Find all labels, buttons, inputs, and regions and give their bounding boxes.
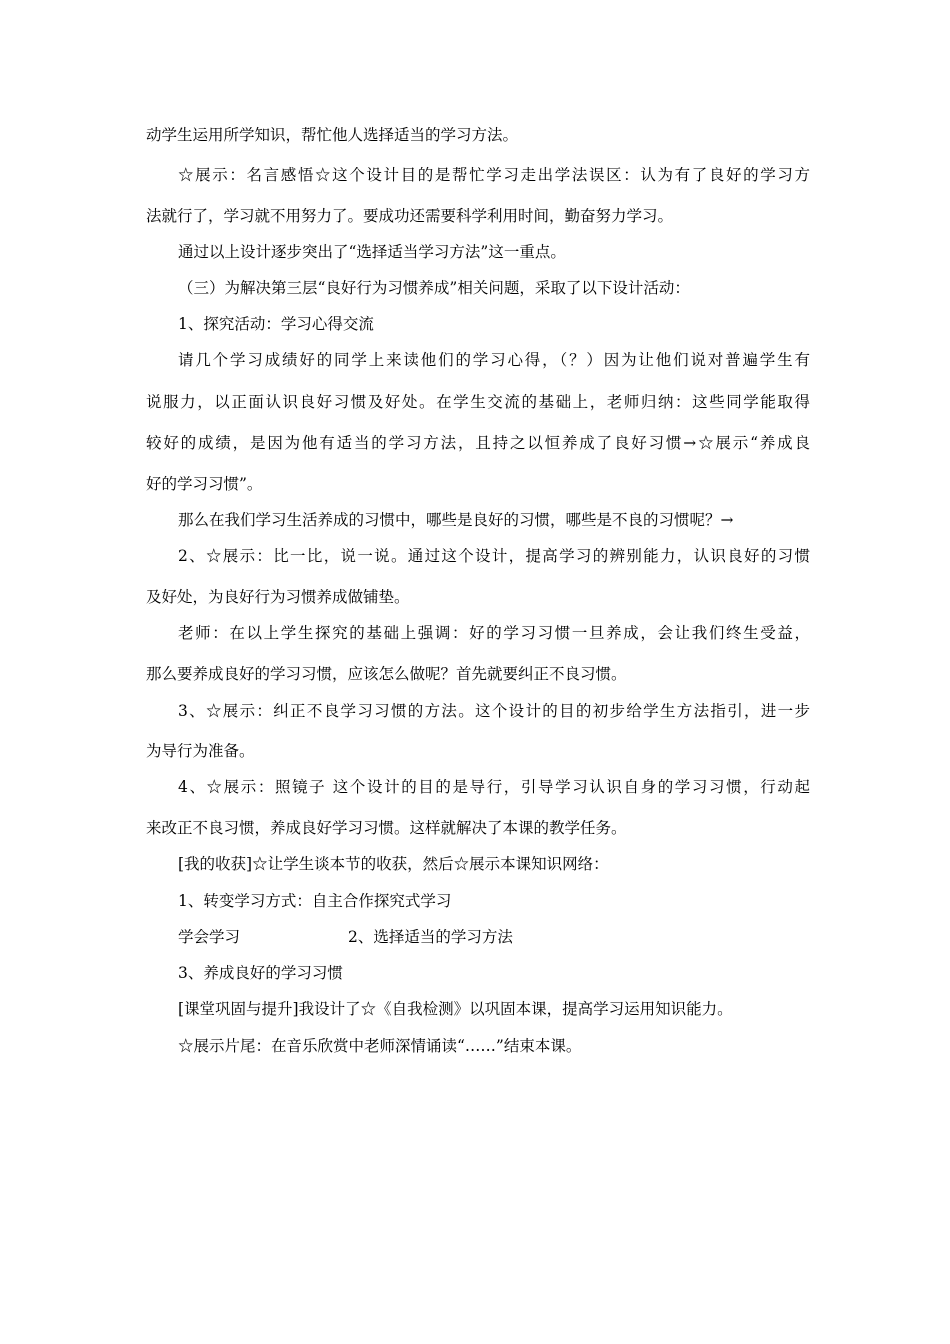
- knowledge-network-item: 2、选择适当的学习方法: [348, 928, 513, 946]
- paragraph-line: 那么在我们学习生活养成的习惯中，哪些是良好的习惯，哪些是不良的习惯呢？→: [178, 511, 734, 529]
- paragraph-line: [课堂巩固与提升]我设计了☆《自我检测》以巩固本课，提高学习运用知识能力。: [178, 1000, 733, 1018]
- paragraph-line: 较好的成绩，是因为他有适当的学习方法，且持之以恒养成了良好习惯→☆展示“养成良: [146, 434, 810, 452]
- paragraph-line: 4、☆展示：照镜子 这个设计的目的是导行，引导学习认识自身的学习习惯，行动起: [178, 778, 810, 796]
- paragraph-line: （三）为解决第三层“良好行为习惯养成”相关问题，采取了以下设计活动：: [178, 279, 690, 297]
- paragraph-line: 法就行了，学习就不用努力了。要成功还需要科学利用时间，勤奋努力学习。: [146, 207, 674, 225]
- knowledge-network-item: 3、养成良好的学习习惯: [178, 964, 343, 982]
- knowledge-network-root-label: 学会学习: [178, 928, 241, 946]
- paragraph-line: 那么要养成良好的学习习惯，应该怎么做呢？首先就要纠正不良习惯。: [146, 665, 627, 683]
- paragraph-line: 请几个学习成绩好的同学上来读他们的学习心得，（？）因为让他们说对普遍学生有: [178, 351, 810, 369]
- paragraph-line: 2、☆展示：比一比，说一说。通过这个设计，提高学习的辨别能力，认识良好的习惯: [178, 547, 810, 565]
- paragraph-line: 3、☆展示：纠正不良学习习惯的方法。这个设计的目的初步给学生方法指引，进一步: [178, 702, 810, 720]
- paragraph-line: 及好处，为良好行为习惯养成做铺垫。: [146, 588, 410, 606]
- knowledge-network-item: 1、转变学习方式：自主合作探究式学习: [178, 892, 452, 910]
- paragraph-line: ☆展示片尾：在音乐欣赏中老师深情诵读“……”结束本课。: [178, 1037, 582, 1055]
- paragraph-line: 好的学习习惯”。: [146, 475, 263, 493]
- paragraph-line: 为导行为准备。: [146, 742, 255, 760]
- paragraph-line: 1、探究活动：学习心得交流: [178, 315, 374, 333]
- paragraph-line: 来改正不良习惯，养成良好学习习惯。这样就解决了本课的教学任务。: [146, 819, 627, 837]
- paragraph-line: ☆展示：名言感悟☆这个设计目的是帮忙学习走出学法误区：认为有了良好的学习方: [178, 166, 810, 184]
- paragraph-line: 说服力，以正面认识良好习惯及好处。在学生交流的基础上，老师归纳：这些同学能取得: [146, 393, 810, 411]
- paragraph-line: 老师：在以上学生探究的基础上强调：好的学习习惯一旦养成，会让我们终生受益，: [178, 624, 810, 642]
- paragraph-line: 通过以上设计逐步突出了“选择适当学习方法”这一重点。: [178, 243, 566, 261]
- paragraph-line: 动学生运用所学知识，帮忙他人选择适当的学习方法。: [146, 126, 519, 144]
- paragraph-line: [我的收获]☆让学生谈本节的收获，然后☆展示本课知识网络：: [178, 855, 609, 873]
